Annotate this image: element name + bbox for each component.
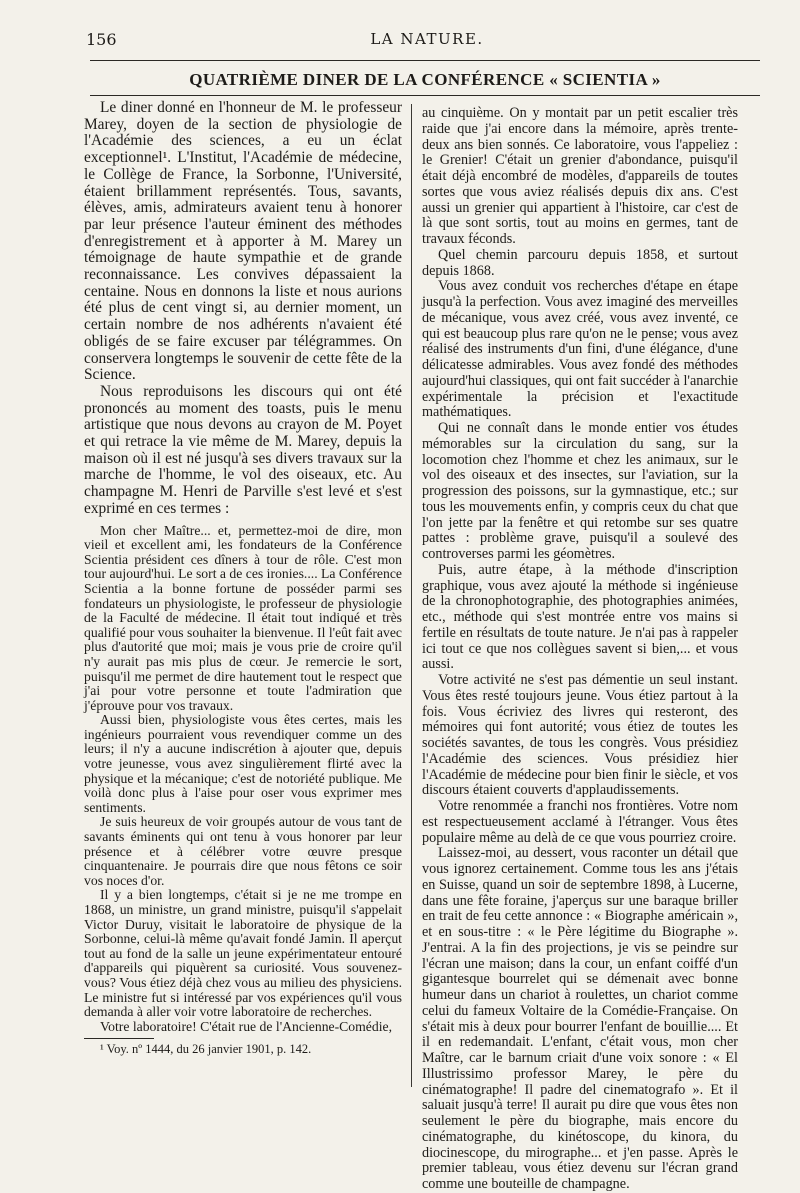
speech-paragraph: Votre activité ne s'est pas démentie un seul instant. Vous êtes resté toujours jeune. Vous étiez partout à la fois. Vous écriviez des livres qui resteront, des mémoires qui font autorité; vous étiez de toutes les sociétés savantes, de tous les congrès. Vous présidiez l'Académie des sciences. Vous présidiez hier l'Académie de médecine pour bien finir le siècle, et vos discours étaient couverts d'applaudissements. — [422, 672, 738, 799]
footnote: ¹ Voy. nº 1444, du 26 janvier 1901, p. 142. — [100, 1042, 312, 1057]
speech-paragraph: Quel chemin parcouru depuis 1858, et surtout depuis 1868. — [422, 246, 738, 279]
speech-paragraph: Il y a bien longtemps, c'était si je ne me trompe en 1868, un ministre, un grand ministre, puisqu'il s'appelait Victor Duruy, visitait le laboratoire de physique de la Sorbonne, celui-là même qu'avait fondé Jamin. Il aperçut tout au fond de la salle un jeune expérimentateur entouré d'appareils qui piquèrent sa curiosité. Vous souvenez-vous? Vous étiez déjà chez vous au milieu des physiciens. Le ministre fut si intéressé par vos expériences qu'il vous demanda à aller voir votre laboratoire de recherches. — [84, 887, 402, 1020]
article-title-block — [90, 60, 760, 96]
speech-paragraph: Vous avez conduit vos recherches d'étape en étape jusqu'à la perfection. Vous avez imaginé des merveilles de mécanique, vous avez créé, vous avez inventé, ce qui est beaucoup plus rare qu'on ne le pense; vous avez réalisé des instruments d'un fini, d'une élégance, d'une délicatesse admirables. Vous avez fondé des méthodes aujourd'hui classiques, qui ont fait succéder à l'anarchie expérimentale la précision et l'exactitude mathématiques. — [422, 278, 738, 421]
speech-paragraph: Votre laboratoire! C'était rue de l'Ancienne-Comédie, — [100, 1018, 393, 1034]
running-title: LA NATURE. — [370, 30, 484, 48]
speech-paragraph: Laissez-moi, au dessert, vous raconter un détail que vous ignorez certainement. Comme tous les ans j'étais en Suisse, quand un soir de septembre 1898, à Lucerne, dans une fête foraine, j'aperçus sur une baraque briller en trait de feu cette annonce : « Biographe américain », et en sous-titre : « le Père légitime du Biographe ». J'entrai. A la fin des projections, je vis se peindre sur l'écran une maison; dans la cour, un enfant coiffé d'un gigantesque bourrelet qui se démenait avec bonne humeur dans un chariot à roulettes, un chariot comme celui du fameux Voltaire de la Comédie-Française. On s'était mis à deux pour bourrer l'enfant de bouillie.... Et il en redemandait. L'enfant, c'était vous, mon cher Maître, car le barnum criait d'une voix sonore : « El Illustrissimo professor Marey, le père du cinématographe! Il padre del cinematografo ». Et il saluait jusqu'à terre! Il aurait pu dire que vous êtes non seulement le père du biographe, mais encore du cinématographe, du kinétoscope, du kinora, du diocinescope, du mirographe... et j'en passe. Après le premier tableau, vous étiez devenu sur l'écran grand comme une bouteille de champagne. — [422, 845, 738, 1192]
speech-paragraph: Puis, autre étape, à la méthode d'inscription graphique, vous avez ajouté la méthode si ingénieuse de la chronophotographie, des photographies animées, etc., méthode qui s'est montrée entre vos mains si fertile en résultats de toute nature. Je n'ai pas à rappeler ici tout ce que nos collègues savent si bien,... et vous aussi. — [422, 561, 738, 673]
speech-paragraph: Votre renommée a franchi nos frontières. Votre nom est respectueusement acclamé à l'étranger. Vous êtes populaire même au delà de ce que vous pourriez croire. — [422, 798, 738, 846]
intro-paragraph: Le diner donné en l'honneur de M. le professeur Marey, doyen de la section de physiologie de l'Académie des sciences, a eu un éclat exceptionnel¹. L'Institut, l'Académie de médecine, le Collège de France, la Sorbonne, l'Université, étaient brillamment représentés. Tous, savants, élèves, amis, admirateurs avaient tenu à honorer par leur présence l'auteur éminent des méthodes d'enregistrement et à apporter à M. Marey un témoignage de haute sympathie et de grande reconnaissance. Les convives dépassaient la centaine. Nous en donnons la liste et nous aurions été plus de cent vingt si, au dernier moment, un certain nombre de nos adhérents n'avaient été obligés de se faire excuser par télégrammes. On conservera longtemps le souvenir de cette fête de la Science. — [84, 99, 402, 384]
title-rule-bottom — [90, 95, 760, 96]
intro-paragraph: Nous reproduisons les discours qui ont été prononcés au moment des toasts, puis le menu artistique que nous devons au crayon de M. Poyet et qui retrace la vie même de M. Marey, depuis la maison où il est né jusqu'à ses divers travaux sur la marche de l'homme, le vol des oiseaux, etc. Au champagne M. Henri de Parville s'est levé et s'est exprimé en ces termes : — [84, 382, 402, 517]
page-header — [86, 30, 768, 52]
footnote-rule — [84, 1038, 154, 1039]
right-column — [422, 105, 738, 1192]
article-title: QUATRIÈME DINER DE LA CONFÉRENCE « SCIENTIA » — [189, 70, 661, 89]
speech-paragraph: Je suis heureux de voir groupés autour de vous tant de savants éminents qui ont tenu à vous honorer par leur présence et à célébrer votre œuvre presque cinquantenaire. Je pourrais dire que nous fêtons ce soir vos noces d'or. — [84, 814, 402, 888]
column-divider — [411, 104, 412, 1087]
title-rule-top — [90, 60, 760, 61]
left-column — [84, 100, 402, 1125]
speech-paragraph: Aussi bien, physiologiste vous êtes certes, mais les ingénieurs pourraient vous revendiquer comme un des leurs; il n'y a aucune indiscrétion à ajouter que, depuis votre jeunesse, vous avez singulièrement flirté avec la physique et la mécanique; c'est de notoriété publique. Me voilà donc plus à l'aise pour oser vous exprimer mes sentiments. — [84, 712, 402, 815]
speech-paragraph: Mon cher Maître... et, permettez-moi de dire, mon vieil et excellent ami, les fondateurs de la Conférence Scientia président ces dîners à tour de rôle. C'est mon tour aujourd'hui. Le sort a de ces ironies.... La Conférence Scientia a la bonne fortune de posséder parmi ses fondateurs un physiologiste, le professeur de physiologie de la Faculté de médecine. Il était tout indiqué et très qualifié pour vous souhaiter la bienvenue. Il l'eût fait avec plus d'autorité que moi; mais je vous prie de croire qu'il n'y aurait pas mis plus de cœur. Je remercie le sort, puisqu'il me permet de dire hautement tout le respect que j'ai pour votre personne et toute l'admiration que j'éprouve pour vos travaux. — [84, 522, 402, 713]
speech-paragraph: au cinquième. On y montait par un petit escalier très raide que j'ai encore dans la mémoire, après trente-deux ans bien sonnés. Ce laboratoire, vous l'appeliez : le Grenier! C'était un grenier d'abondance, puisqu'il était déjà encombré de modèles, d'appareils de toutes sortes que vous aviez réalisés depuis dix ans. C'est aussi un grenier qui appartient à l'histoire, car c'est de là que sont sortis, tout au moins en germes, tant de travaux féconds. — [422, 105, 738, 247]
speech-paragraph: Qui ne connaît dans le monde entier vos études mémorables sur la circulation du sang, sur la locomotion chez l'homme et chez les animaux, sur le vol des oiseaux et des insectes, sur l'aviation, sur la progression des poissons, sur la gymnastique, etc.; sur tous les mouvements enfin, y compris ceux du chat que l'on jette par la fenêtre et qui retombe sur ses quatre pattes : problème grave, puisqu'il a soulevé des controverses parmi les géomètres. — [422, 420, 738, 562]
page-number: 156 — [86, 30, 117, 49]
